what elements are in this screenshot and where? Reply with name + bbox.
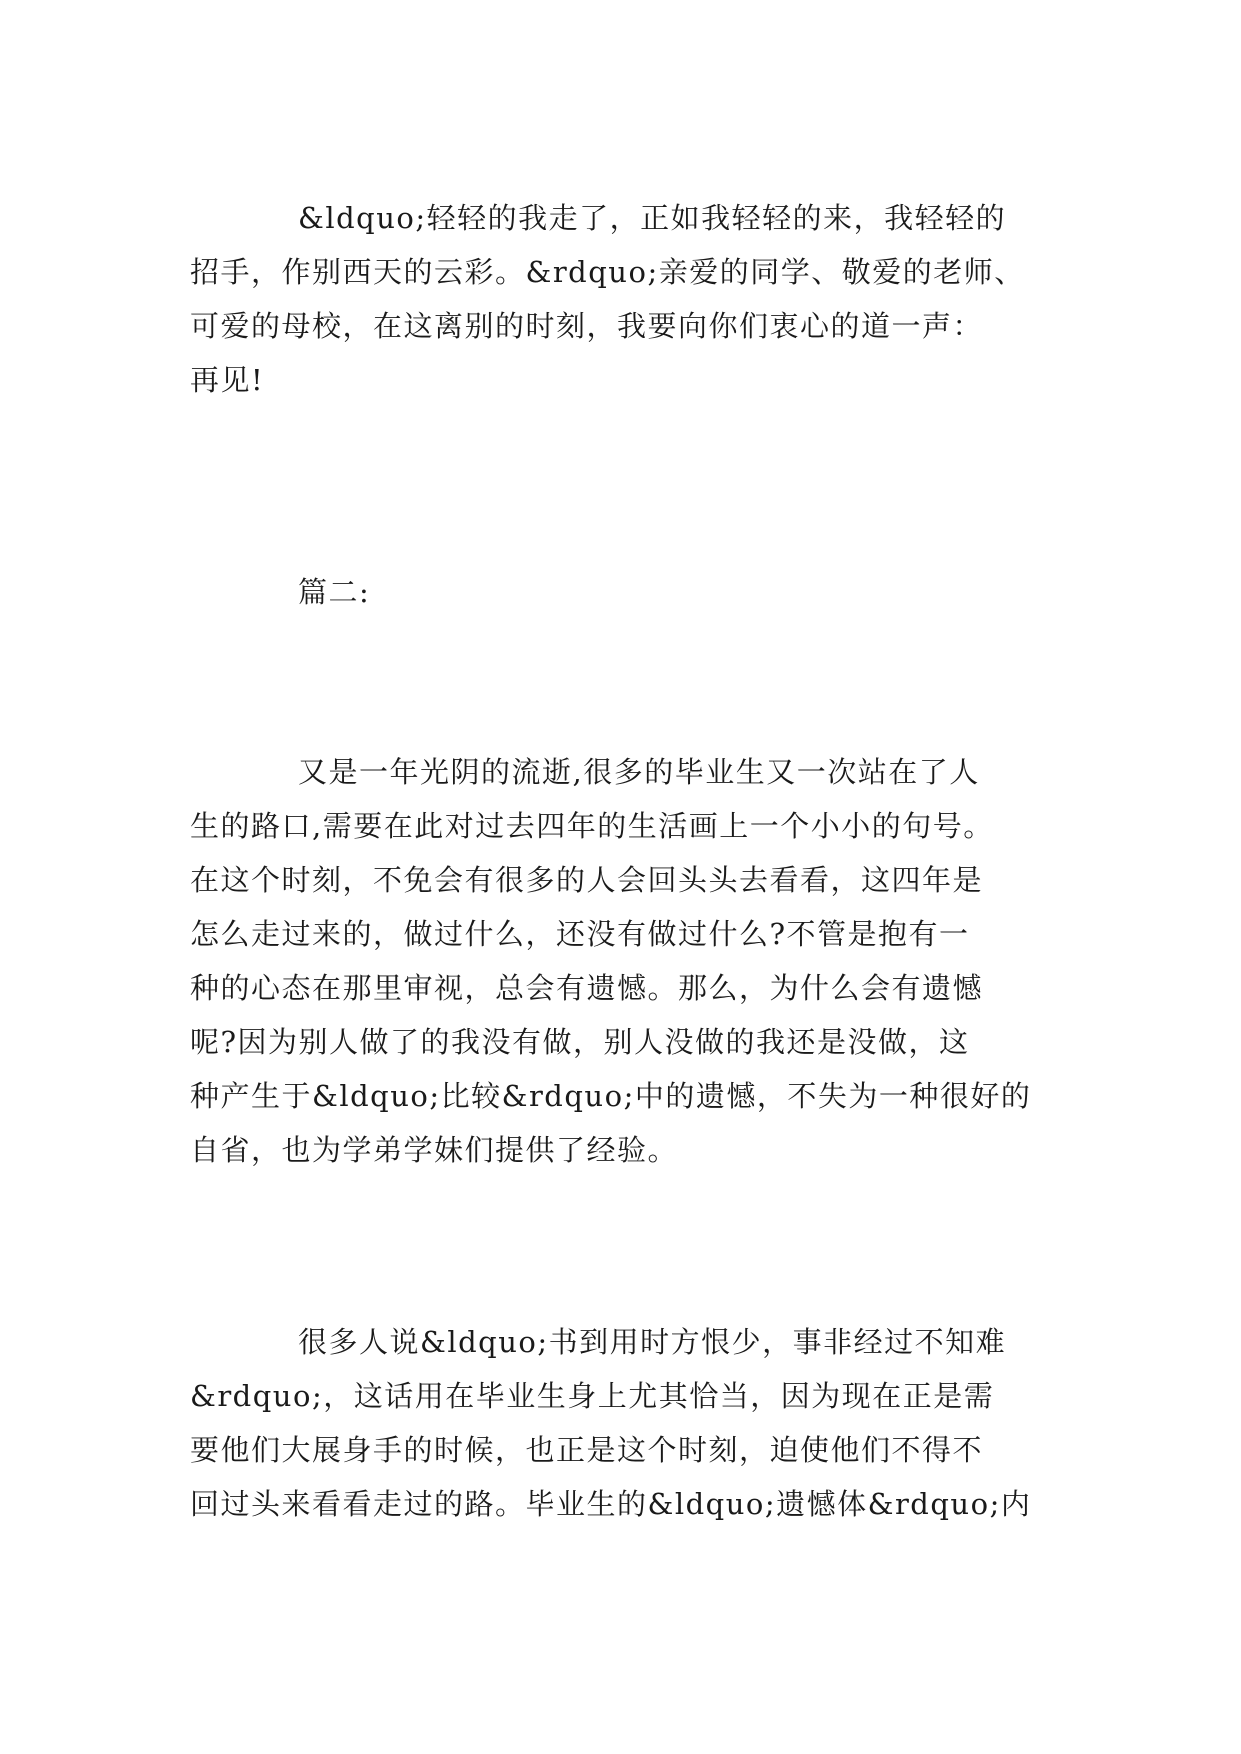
paragraph-2-line-7: 种产生于&ldquo;比较&rdquo;中的遗憾，不失为一种很好的 — [190, 1079, 1032, 1113]
paragraph-3-line-1: 很多人说&ldquo;书到用时方恨少，事非经过不知难 — [298, 1325, 1007, 1359]
paragraph-2-line-4: 怎么走过来的，做过什么，还没有做过什么?不管是抱有一 — [190, 917, 970, 951]
paragraph-3-line-2: &rdquo;，这话用在毕业生身上尤其恰当，因为现在正是需 — [190, 1379, 995, 1413]
section-heading: 篇二: — [298, 575, 371, 609]
paragraph-3-line-4: 回过头来看看走过的路。毕业生的&ldquo;遗憾体&rdquo;内 — [190, 1487, 1032, 1521]
paragraph-2-line-5: 种的心态在那里审视，总会有遗憾。那么，为什么会有遗憾 — [190, 971, 984, 1005]
paragraph-1-line-3: 可爱的母校，在这离别的时刻，我要向你们衷心的道一声： — [190, 309, 984, 343]
paragraph-2-line-2: 生的路口,需要在此对过去四年的生活画上一个小小的句号。 — [190, 809, 994, 843]
paragraph-1-line-4: 再见! — [190, 363, 265, 397]
paragraph-2-line-3: 在这个时刻，不免会有很多的人会回头头去看看，这四年是 — [190, 863, 984, 897]
paragraph-2-line-1: 又是一年光阴的流逝,很多的毕业生又一次站在了人 — [298, 755, 980, 789]
paragraph-1-line-2: 招手，作别西天的云彩。&rdquo;亲爱的同学、敬爱的老师、 — [190, 255, 1025, 289]
paragraph-2-line-6: 呢?因为别人做了的我没有做，别人没做的我还是没做，这 — [190, 1025, 970, 1059]
paragraph-2-line-8: 自省，也为学弟学妹们提供了经验。 — [190, 1133, 679, 1167]
paragraph-1-line-1: &ldquo;轻轻的我走了，正如我轻轻的来，我轻轻的 — [298, 201, 1007, 235]
paragraph-3-line-3: 要他们大展身手的时候，也正是这个时刻，迫使他们不得不 — [190, 1433, 984, 1467]
